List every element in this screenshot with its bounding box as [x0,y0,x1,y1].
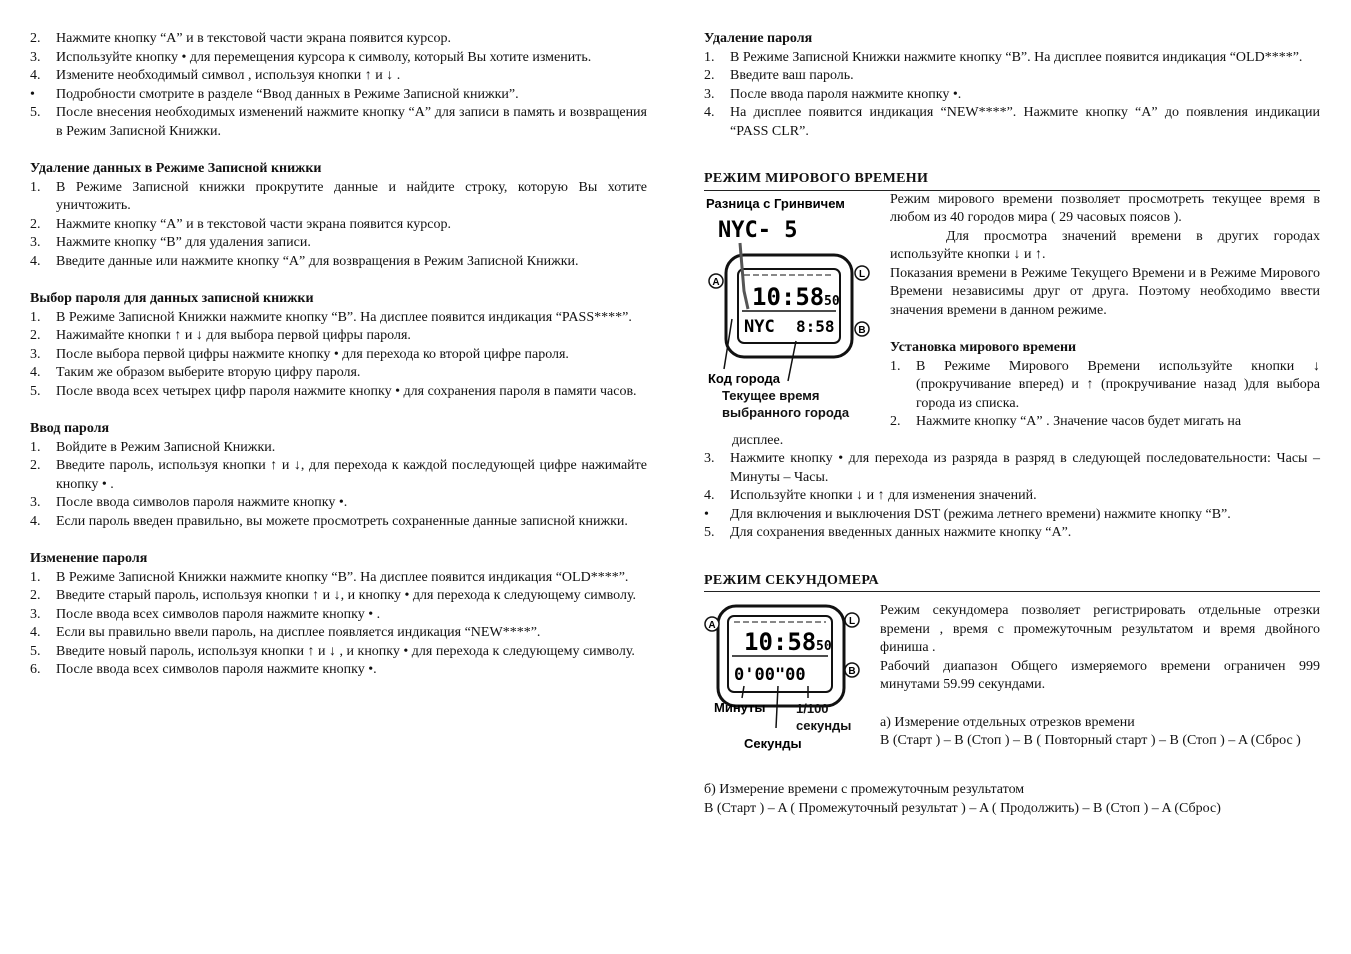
world-setup-list-inline [890,358,1320,432]
world-time-intro [890,191,1320,432]
paragraph: Показания времени в Режиме Текущего Времени и в Режиме Мирового Времени независимы друг от друга. Поэтому необходимо ввести значения времени в данном режиме. [890,265,1320,318]
stopwatch-display: 0'00"00 [734,665,806,685]
list-item: 4. Измените необходимый символ , используя кнопки ↑ и ↓ . [30,68,401,83]
svg-text:A: A [712,276,720,288]
time-display: 10:58 [752,282,825,311]
spacer [30,401,647,420]
list-item: 1. В Режиме Записной книжки прокрутите данные и найдите строку, которую Вы хотите уничтожить. [30,179,647,213]
city-code-label: Код города [708,370,780,386]
list-item: 2. Нажмите кнопку “A” и в текстовой части экрана появится курсор. [30,31,451,46]
list-item: 1. В Режиме Записной Книжки нажмите кнопку “B”. На дисплее появится индикация “PASS****”. [30,309,632,325]
list-item: 3. Используйте кнопку • для перемещения курсора к символу, который Вы хотите изменить. [30,49,592,65]
password-enter-heading: Ввод пароля [30,421,110,436]
list-item: 5. После ввода всех четырех цифр пароля нажмите кнопку • для сохранения пароля в памяти часов. [30,383,637,399]
paragraph: Для просмотра значений времени в других городах используйте кнопки ↓ и ↑. [890,228,1320,262]
stopwatch-a-sequence: B (Старт ) – B (Стоп ) – B ( Повторный старт ) – B (Стоп ) – A (Сброс ) [880,733,1301,748]
right-column [704,30,1320,818]
spacer [704,762,1320,781]
paragraph: Режим мирового времени позволяет просмотреть текущее время в любом из 40 городов мира ( 29 часовых поясов ). [890,191,1320,225]
gmt-display: NYC- 5 [718,217,798,243]
password-enter-list [30,439,647,532]
list-item: 1. В Режиме Записной Книжки нажмите кнопку “B”. На дисплее появится индикация “OLD****”. [30,569,629,585]
list-item: 2. Нажмите кнопку “A” . Значение часов будет мигать на [890,414,1242,429]
password-select-heading: Выбор пароля для данных записной книжки [30,291,314,306]
list-item: 3. Нажмите кнопку • для перехода из разряда в разряд в следующей последовательности: Часы – Минуты – Часы. [704,451,1320,485]
hundredths-label: 1/100 секунды [796,701,852,733]
watch-illustration [704,191,890,423]
city-time-display: 8:58 [796,316,835,336]
list-item: 5. Для сохранения введенных данных нажмите кнопку “A”. [704,525,1072,540]
list-item: 2. Нажмите кнопку “A” и в текстовой части экрана появится курсор. [30,216,451,232]
world-setup-continuation: дисплее. [732,432,784,448]
list-item: 6. После ввода всех символов пароля нажмите кнопку •. [30,662,377,677]
delete-heading: Удаление данных в Режиме Записной книжки [30,161,322,176]
list-item: 3. Нажмите кнопку “B” для удаления записи. [30,235,311,250]
list-item: 2. Введите старый пароль, используя кнопки ↑ и ↓, и кнопку • для перехода к следующему символу. [30,588,637,603]
svg-text:L: L [858,268,866,280]
minutes-label: Минуты [714,700,766,715]
paragraph: Режим секундомера позволяет регистрировать отдельные отрезки времени , время с промежуточным результатом и время двойного финиша . [880,603,1320,655]
stopwatch-heading: РЕЖИМ СЕКУНДОМЕРА [704,572,1320,593]
password-change-list [30,569,647,680]
spacer [30,531,647,550]
seconds-display: 50 [816,639,832,654]
list-item: • Подробности смотрите в разделе “Ввод данных в Режиме Записной книжки”. [30,86,519,102]
list-item: 1. В Режиме Записной Книжки нажмите кнопку “B”. На дисплее появится индикация “OLD****”. [704,49,1303,65]
list-item: 3. После выбора первой цифры нажмите кнопку • для перехода ко второй цифре пароля. [30,346,569,362]
password-select-list [30,309,647,402]
list-item: 2. Введите пароль, используя кнопки ↑ и ↓, для перехода к каждой последующей цифре нажимайте кнопку • . [30,458,647,492]
paragraph: Рабочий диапазон Общего измеряемого времени ограничен 999 минутами 59.99 секундами. [880,658,1320,692]
spacer [880,695,1320,714]
list-item: 3. После ввода всех символов пароля нажмите кнопку • . [30,606,381,622]
edit-steps-list [30,30,647,141]
stopwatch-a-title: а) Измерение отдельных отрезков времени [880,714,1135,730]
list-item: 4. Если вы правильно ввели пароль, на дисплее появляется индикация “NEW****”. [30,625,541,640]
world-time-block [704,191,1320,432]
list-item: 2. Введите ваш пароль. [704,68,854,83]
delete-steps-list [30,179,647,272]
spacer [30,141,647,160]
world-time-heading: РЕЖИМ МИРОВОГО ВРЕМЕНИ [704,170,1320,191]
time-display: 10:58 [744,628,817,656]
spacer [30,271,647,290]
list-item: 4. Используйте кнопки ↓ и ↑ для изменения значений. [704,488,1037,503]
list-item: 5. Введите новый пароль, используя кнопки ↑ и ↓ , и кнопку • для перехода к следующему символу. [30,643,635,659]
left-column [30,30,647,680]
list-item: 4. На дисплее появится индикация “NEW****”. Нажмите кнопку “A” до появления индикации “PASS CLR”. [704,105,1320,139]
password-delete-list [704,49,1320,142]
spacer [890,320,1320,339]
list-item: 1. В Режиме Мирового Времени используйте кнопки ↓ (прокручивание вперед) и ↑ (прокручивание назад )для выбора города из списка. [890,358,1320,411]
stopwatch-b-sequence: B (Старт ) – A ( Промежуточный результат ) – A ( Продолжить) – B (Стоп ) – A (Сброс) [704,800,1221,816]
list-item: 5. После внесения необходимых изменений нажмите кнопку “A” для записи в память и возвращения в Режим Записной Книжки. [30,105,647,139]
svg-text:L: L [848,616,856,627]
list-item: • Для включения и выключения DST (режима летнего времени) нажмите кнопку “B”. [704,506,1231,522]
world-setup-list [704,450,1320,543]
city-time-label: Текущее время выбранного города [722,387,850,420]
list-item: 3. После ввода символов пароля нажмите кнопку •. [30,495,348,510]
spacer [704,141,1320,170]
list-item: 1. Войдите в Режим Записной Книжки. [30,439,276,455]
seconds-label: Секунды [744,736,802,751]
list-item: 4. Если пароль введен правильно, вы можете просмотреть сохраненные данные записной книжки. [30,513,628,529]
list-item: 3. После ввода пароля нажмите кнопку •. [704,86,962,102]
svg-text:B: B [848,666,856,677]
svg-text:B: B [858,324,866,336]
stopwatch-b-title: б) Измерение времени с промежуточным результатом [704,782,1025,797]
stopwatch-block [704,602,1320,762]
svg-text:A: A [708,620,716,631]
gmt-label: Разница с Гринвичем [706,195,845,211]
password-delete-heading: Удаление пароля [704,31,813,46]
spacer [704,543,1320,572]
list-item: 4. Введите данные или нажмите кнопку “A” для возвращения в Режим Записной Книжки. [30,253,579,269]
list-item: 4. Таким же образом выберите вторую цифру пароля. [30,365,361,380]
city-code-display: NYC [744,316,775,337]
list-item: 2. Нажимайте кнопки ↑ и ↓ для выбора первой цифры пароля. [30,328,411,343]
stopwatch-intro [880,602,1320,762]
world-setup-heading: Установка мирового времени [890,340,1077,355]
seconds-display: 50 [824,293,840,309]
world-time-figure [704,191,890,423]
password-change-heading: Изменение пароля [30,551,148,566]
stopwatch-illustration [704,602,880,762]
stopwatch-figure [704,602,880,762]
